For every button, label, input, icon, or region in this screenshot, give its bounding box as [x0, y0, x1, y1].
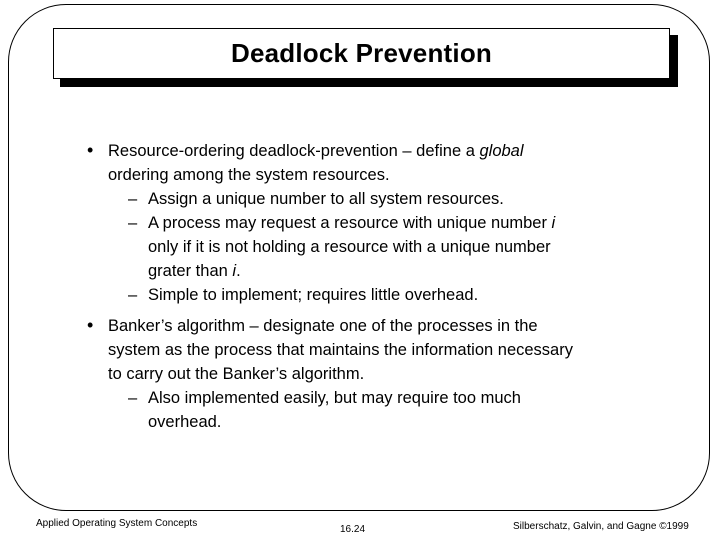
bullet-text-line: to carry out the Banker’s algorithm.: [108, 365, 365, 383]
sub-bullet-text-line: grater than i.: [148, 262, 241, 280]
bullet-text-line: Resource-ordering deadlock-prevention – define a global: [108, 142, 524, 160]
sub-bullet-text-line: only if it is not holding a resource with a unique number: [148, 238, 551, 256]
bullet-marker: •: [87, 315, 94, 335]
sub-bullet-dash: –: [128, 389, 138, 407]
slide-title: Deadlock Prevention: [231, 38, 492, 68]
sub-bullet-dash: –: [128, 286, 138, 304]
sub-bullet-dash: –: [128, 214, 138, 232]
bullet-text-line: Banker’s algorithm – designate one of the processes in the: [108, 317, 538, 335]
footer-left: Applied Operating System Concepts: [36, 518, 198, 529]
bullet-text-line: ordering among the system resources.: [108, 166, 390, 184]
bullet-marker: •: [87, 140, 94, 160]
sub-bullet-dash: –: [128, 190, 138, 208]
footer-right: Silberschatz, Galvin, and Gagne ©1999: [513, 521, 689, 532]
sub-bullet-text-line: Assign a unique number to all system resources.: [148, 190, 504, 208]
sub-bullet-text-line: A process may request a resource with unique number i: [148, 214, 556, 232]
sub-bullet-text-line: overhead.: [148, 413, 222, 431]
sub-bullet-text-line: Also implemented easily, but may require too much: [148, 389, 521, 407]
footer-page-number: 16.24: [340, 524, 366, 535]
bullet-text-line: system as the process that maintains the information necessary: [108, 341, 573, 359]
sub-bullet-text-line: Simple to implement; requires little overhead.: [148, 286, 479, 304]
